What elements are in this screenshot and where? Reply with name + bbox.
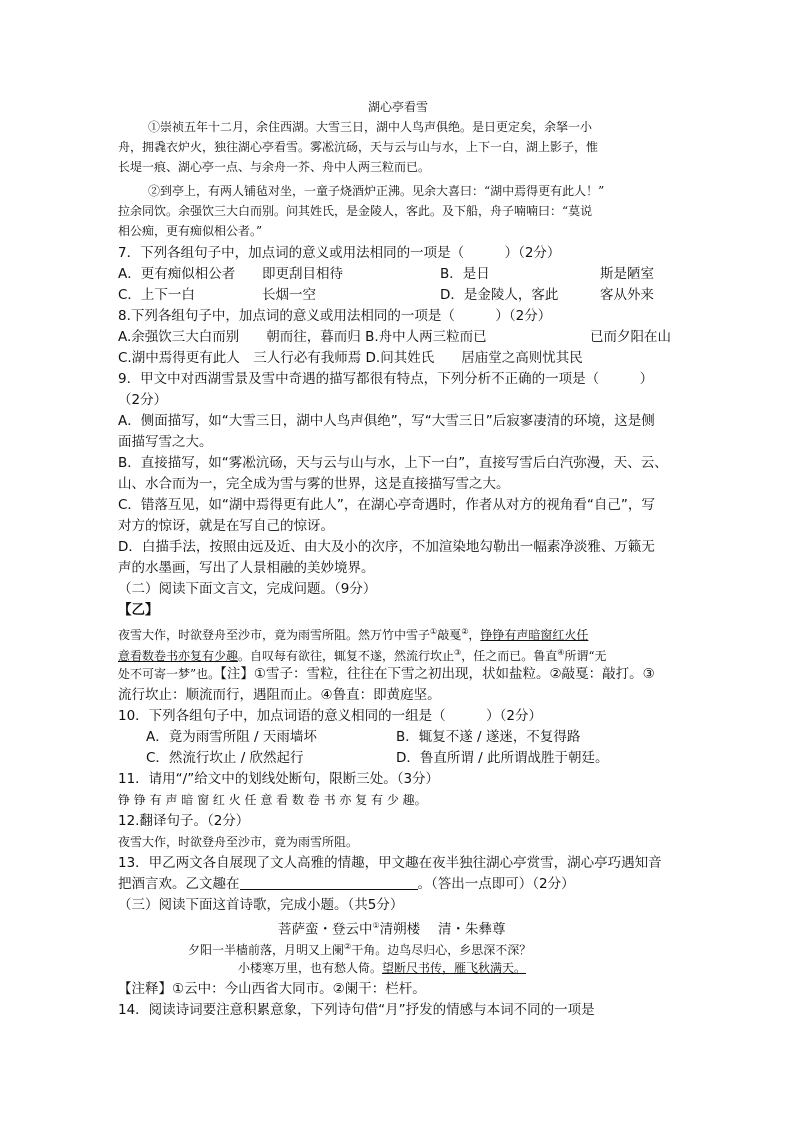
q9-option-a-cont: 面描写雪之大。 bbox=[118, 434, 213, 450]
q12-text: 夜雪大作，时欲登舟至沙市，竟为雨雪所阻。 bbox=[118, 835, 359, 849]
q7-option-b: B．是日 bbox=[440, 266, 490, 282]
poem-underlined: 望断尺书传，雁飞秋满天。 bbox=[382, 961, 527, 975]
section-2-heading: （二）阅读下面文言文，完成问题。（9分） bbox=[118, 581, 377, 597]
passage-line: 舟，拥毳衣炉火，独往湖心亭看雪。雾凇沆砀，天与云与山与水，上下一白，湖上影子，惟 bbox=[118, 140, 599, 154]
poem-line1: 夕阳一半樯前落，月明又上阑②干角。边鸟尽归心，乡思深不深？ bbox=[188, 942, 532, 957]
q7-option-c-pair: 长烟一空 bbox=[262, 287, 316, 303]
q8-options-line1-tail: 已而夕阳在山 bbox=[590, 329, 671, 345]
question-9-score: （2分） bbox=[118, 392, 168, 408]
question-12-stem: 12.翻译句子。（2分） bbox=[118, 813, 250, 829]
underlined-sentence: 铮铮有声暗窗红火任 bbox=[480, 628, 589, 642]
q9-option-b-cont: 山、水合而为一，完全成为雪与雾的世界，这是直接描写雪之大。 bbox=[118, 476, 510, 492]
answer-blank[interactable] bbox=[240, 875, 418, 890]
q7-option-d: D．是金陵人，客此 bbox=[440, 287, 559, 303]
q7-option-b-pair: 斯是陋室 bbox=[600, 266, 654, 282]
q8-options-line2: C.湖中焉得更有此人 三人行必有我师焉 D.问其姓氏 居庙堂之高则忧其民 bbox=[118, 350, 583, 366]
passage-line: ②到亭上，有两人铺毡对坐，一童子烧酒炉正沸。见余大喜曰：“湖中焉得更有此人！” bbox=[148, 184, 605, 198]
q7-option-c: C．上下一白 bbox=[118, 287, 195, 303]
q9-option-b: B．直接描写，如“雾凇沆砀，天与云与山与水，上下一白”，直接写雪后白汽弥漫，天、云、 bbox=[118, 455, 668, 471]
q9-option-d: D．白描手法，按照由远及近、由大及小的次序，不加渲染地勾勒出一幅素净淡雅、万籁无 bbox=[118, 539, 655, 555]
passage-b-notes-cont: 流行坎止：顺流而行，遇阻而止。④鲁直：即黄庭坚。 bbox=[118, 687, 441, 703]
passage-b-label: 【乙】 bbox=[118, 602, 159, 618]
poem-line2: 小楼寒万里，也有愁人倚。望断尺书传，雁飞秋满天。 bbox=[238, 961, 527, 975]
q9-option-a: A．侧面描写，如“大雪三日，湖中人鸟声俱绝”，写“大雪三日”后寂寥凄清的环境，这是侧 bbox=[118, 413, 655, 429]
passage-title: 湖心亭看雪 bbox=[367, 100, 428, 114]
passage-b-line1: 夜雪大作，时欲登舟至沙市，竟为雨雪所阻。然万竹中雪子①敲戛②，铮铮有声暗窗红火任 bbox=[118, 627, 589, 642]
passage-b-notes: 【注】①雪子：雪粒，往往在下雪之初出现，状如盐粒。②敲戛：敲打。③ bbox=[220, 666, 655, 682]
question-8-stem: 8.下列各组句子中，加点词的意义或用法相同的一项是（ ）（2分） bbox=[118, 308, 552, 324]
question-14-stem: 14．阅读诗词要注意积累意象，下列诗句借“月”抒发的情感与本词不同的一项是 bbox=[118, 1002, 595, 1018]
passage-b-line3: 处不可寄一梦”也。【注】①雪子：雪粒，往往在下雪之初出现，状如盐粒。②敲戛：敲打。③ bbox=[118, 666, 655, 682]
question-7-stem: 7．下列各组句子中，加点词的意义或用法相同的一项是（ ）（2分） bbox=[118, 245, 561, 261]
q7-option-d-pair: 客从外来 bbox=[600, 287, 654, 303]
q10-option-c: C．然流行坎止 / 欣然起行 bbox=[146, 750, 304, 766]
passage-line: ①崇祯五年十二月，余住西湖。大雪三日，湖中人鸟声俱绝。是日更定矣，余拏一小 bbox=[148, 120, 593, 134]
poem-title: 菩萨蛮・登云中①清朔楼 清・朱彝尊 bbox=[278, 921, 506, 938]
question-9-stem: 9．甲文中对西湖雪景及雪中奇遇的描写都很有特点，下列分析不正确的一项是（ ） bbox=[118, 371, 654, 387]
underlined-sentence-cont: 意看数卷书亦复有少趣 bbox=[118, 649, 239, 663]
q10-option-b: B．辄复不遂 / 遂迷，不复得路 bbox=[396, 729, 581, 745]
q7-option-a: A．更有痴似相公者 bbox=[118, 266, 236, 282]
passage-line: 拉余同饮。余强饮三大白而别。问其姓氏，是金陵人，客此。及下船，舟子喃喃曰：“莫说 bbox=[118, 204, 593, 218]
q10-option-a: A．竟为雨雪所阻 / 天雨墙坏 bbox=[146, 729, 317, 745]
q8-options-line1: A.余强饮三大白而别 朝而往，暮而归 B.舟中人两三粒而已 bbox=[118, 329, 487, 345]
q9-option-c: C．错落互见，如“湖中焉得更有此人”，在湖心亭奇遇时，作者从对方的视角看“自己”，写 bbox=[118, 497, 655, 513]
q10-option-d: D．鲁直所谓 / 此所谓战胜于朝廷。 bbox=[396, 750, 609, 766]
section-3-heading: （三）阅读下面这首诗歌，完成小题。（共5分） bbox=[118, 897, 404, 913]
question-11-stem: 11．请用“/”给文中的划线处断句，限断三处。（3分） bbox=[118, 771, 440, 787]
q9-option-c-cont: 对方的惊讶，就是在写自己的惊讶。 bbox=[118, 518, 334, 534]
q9-option-d-cont: 声的水墨画，写出了人景相融的美妙境界。 bbox=[118, 560, 375, 576]
q11-text: 铮 铮 有 声 暗 窗 红 火 任 意 看 数 卷 书 亦 复 有 少 趣。 bbox=[118, 793, 427, 807]
passage-line: 相公痴，更有痴似相公者。” bbox=[118, 224, 263, 238]
poem-annotation: 【注释】①云中：今山西省大同市。②阑干：栏杆。 bbox=[118, 981, 426, 997]
q7-option-a-pair: 即更刮目相待 bbox=[262, 266, 343, 282]
question-10-stem: 10．下列各组句子中，加点词语的意义相同的一组是（ ）（2分） bbox=[118, 708, 543, 724]
passage-line: 长堤一痕、湖心亭一点、与余舟一芥、舟中人两三粒而已。 bbox=[118, 160, 431, 174]
question-13-line1: 13．甲乙两文各自展现了文人高雅的情趣，甲文趣在夜半独往湖心亭赏雪，湖心亭巧遇知音 bbox=[118, 855, 662, 871]
passage-b-line2: 意看数卷书亦复有少趣。自叹每有欲往，辄复不遂，然流行坎止③，任之而已。鲁直④所谓“无 bbox=[118, 648, 607, 663]
question-13-line2: 把酒言欢。乙文趣在 。（答出一点即可）（2分） bbox=[118, 876, 575, 892]
